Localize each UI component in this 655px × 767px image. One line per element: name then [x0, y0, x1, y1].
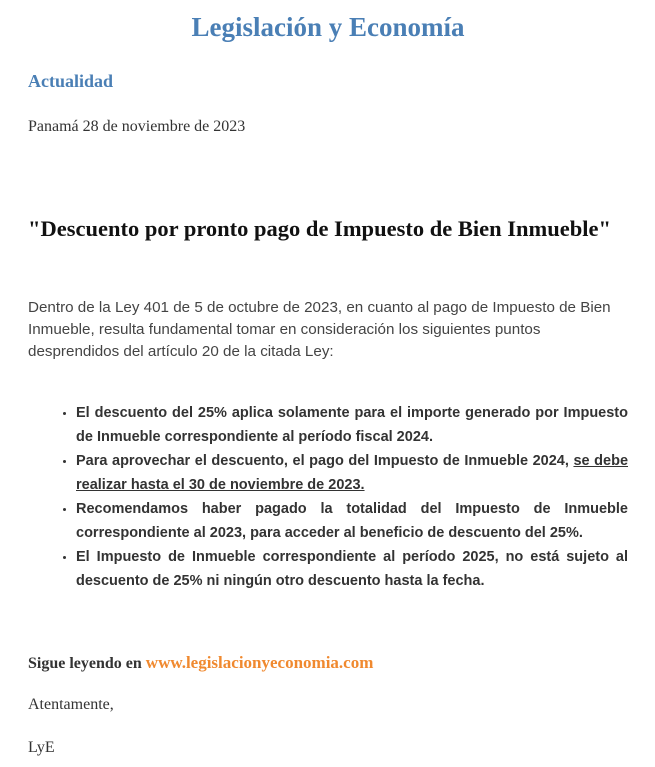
bullet-icon — [63, 508, 66, 511]
list-item-text: Para aprovechar el descuento, el pago del Impuesto de Inmueble 2024, — [76, 453, 574, 469]
signature: LyE — [28, 739, 55, 756]
newsletter-title: Legislación y Economía — [191, 12, 465, 42]
keep-reading-line — [28, 653, 373, 674]
list-item — [76, 497, 628, 545]
website-link[interactable]: www.legislacionyeconomia.com — [145, 653, 374, 672]
bullet-icon — [63, 412, 66, 415]
keep-reading-label: Sigue leyendo en — [28, 655, 146, 672]
dateline: Panamá 28 de noviembre de 2023 — [28, 118, 246, 135]
list-item-text: El descuento del 25% aplica solamente para el importe generado por Impuesto de Inmueble correspondiente al período fiscal 2024. — [76, 405, 628, 445]
article-headline: "Descuento por pronto pago de Impuesto de Bien Inmueble" — [28, 216, 611, 241]
bullet-icon — [63, 460, 66, 463]
deadline-emphasis: se debe realizar hasta el 30 de noviembre de 2023. — [76, 453, 629, 493]
list-item — [76, 449, 628, 497]
section-label: Actualidad — [28, 71, 114, 91]
list-item-text: El Impuesto de Inmueble correspondiente al período 2025, no está sujeto al descuento de 25% ni ningún otro descuento hasta la fecha. — [76, 549, 628, 589]
bullet-icon — [63, 556, 66, 559]
list-item — [76, 401, 628, 449]
key-points-list — [76, 401, 628, 593]
article-intro: Dentro de la Ley 401 de 5 de octubre de 2023, en cuanto al pago de Impuesto de Bien Inmueble, resulta fundamental tomar en consideración los siguientes puntos desprendidos del artículo 20 de la citada Ley: — [28, 299, 611, 360]
list-item — [76, 545, 628, 593]
closing-salutation: Atentamente, — [28, 696, 114, 713]
list-item-text: Recomendamos haber pagado la totalidad del Impuesto de Inmueble correspondiente al 2023, para acceder al beneficio de descuento del 25%. — [76, 501, 628, 541]
